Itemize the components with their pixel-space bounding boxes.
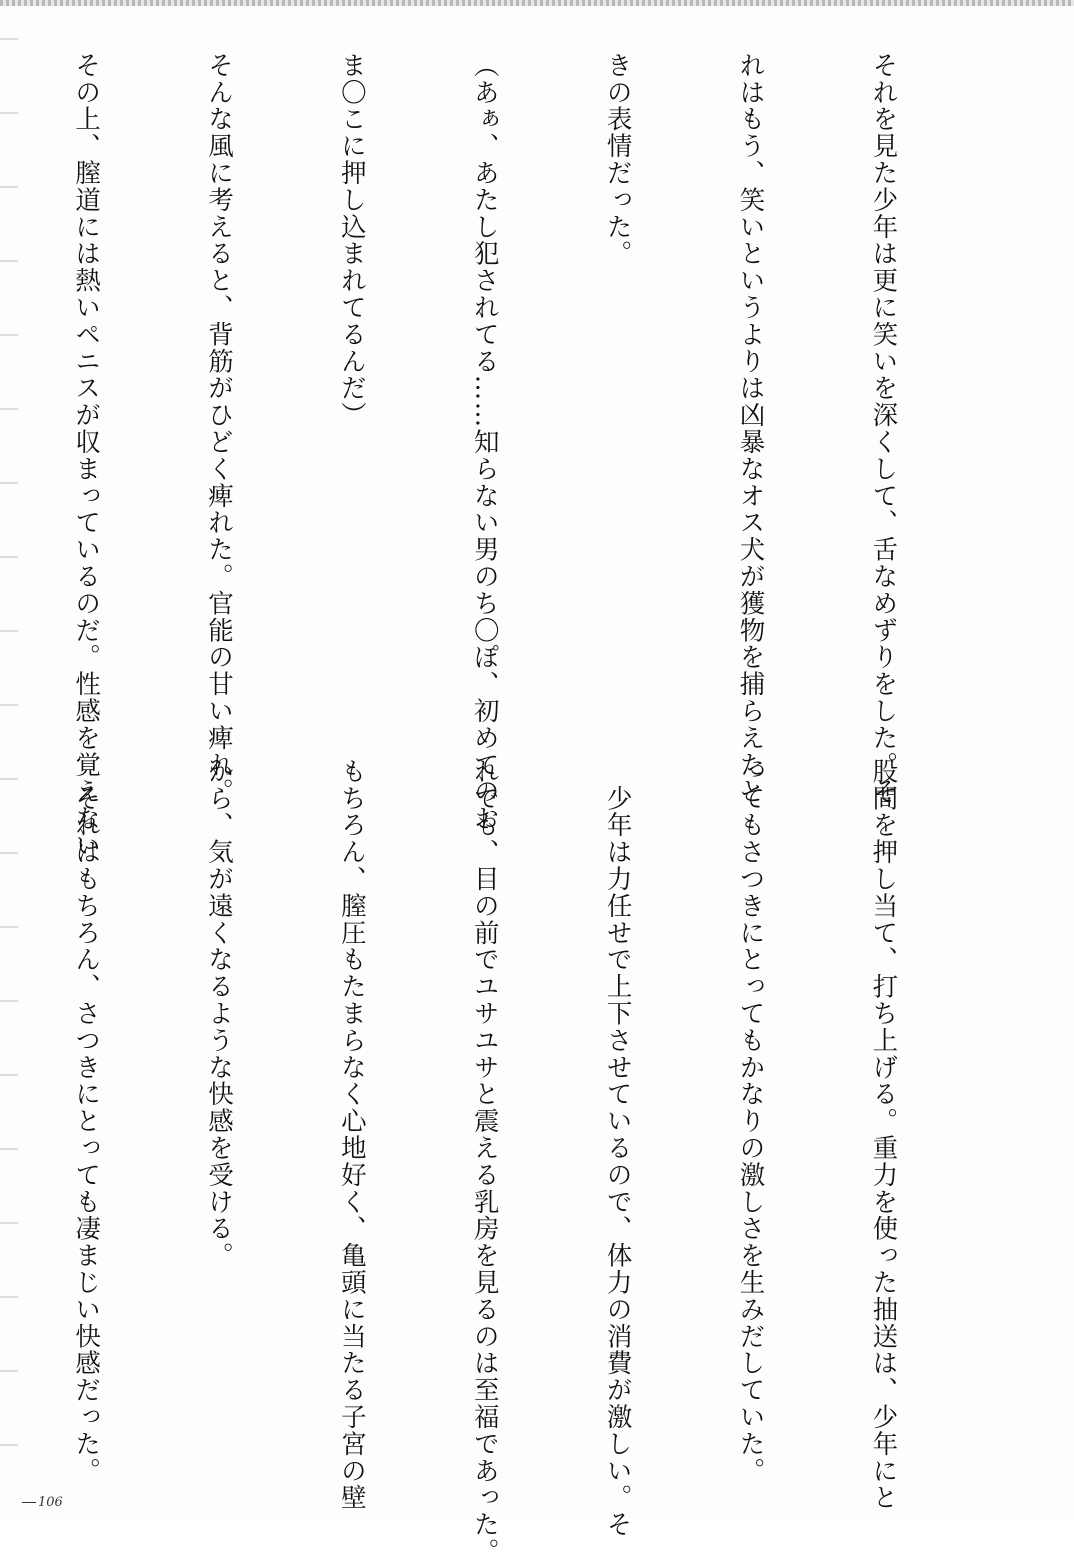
text-line: きの表情だった。 xyxy=(602,52,633,268)
text-line: から、気が遠くなるような快感を受ける。 xyxy=(203,758,234,1270)
page-number: 106 xyxy=(22,1495,63,1510)
text-line: ってもさつきにとってもかなりの激しさを生みだしていた。 xyxy=(735,758,766,1485)
scan-top-border xyxy=(0,0,1074,6)
text-line: それはもちろん、さつきにとっても凄まじい快感だった。 xyxy=(71,758,102,1485)
text-line: 股間を押し当て、打ち上げる。重力を使った抽送は、少年にと xyxy=(868,758,899,1512)
text-line: ま〇こに押し込まれてるんだ） xyxy=(336,52,367,429)
text-line: その上、膣道には熱いペニスが収まっているのだ。性感を覚えない xyxy=(71,52,102,859)
text-line: れはもう、笑いというよりは凶暴なオス犬が獲物を捕らえたと xyxy=(735,52,766,806)
text-line: れでも、目の前でユサユサと震える乳房を見るのは至福であった。 xyxy=(469,758,500,1565)
top-text-block xyxy=(0,52,994,859)
text-line: そんな風に考えると、背筋がひどく痺れた。官能の甘い痺れ。 xyxy=(203,52,234,806)
text-line: もちろん、膣圧もたまらなく心地好く、亀頭に当たる子宮の壁 xyxy=(336,758,367,1512)
text-line: それを見た少年は更に笑いを深くして、舌なめずりをした。そ xyxy=(868,52,899,806)
text-line: （あぁ、あたし犯されてる……知らない男のち〇ぽ、初めてのお xyxy=(469,52,500,833)
text-line: 少年は力任せで上下させているので、体力の消費が激しい。そ xyxy=(602,758,633,1539)
